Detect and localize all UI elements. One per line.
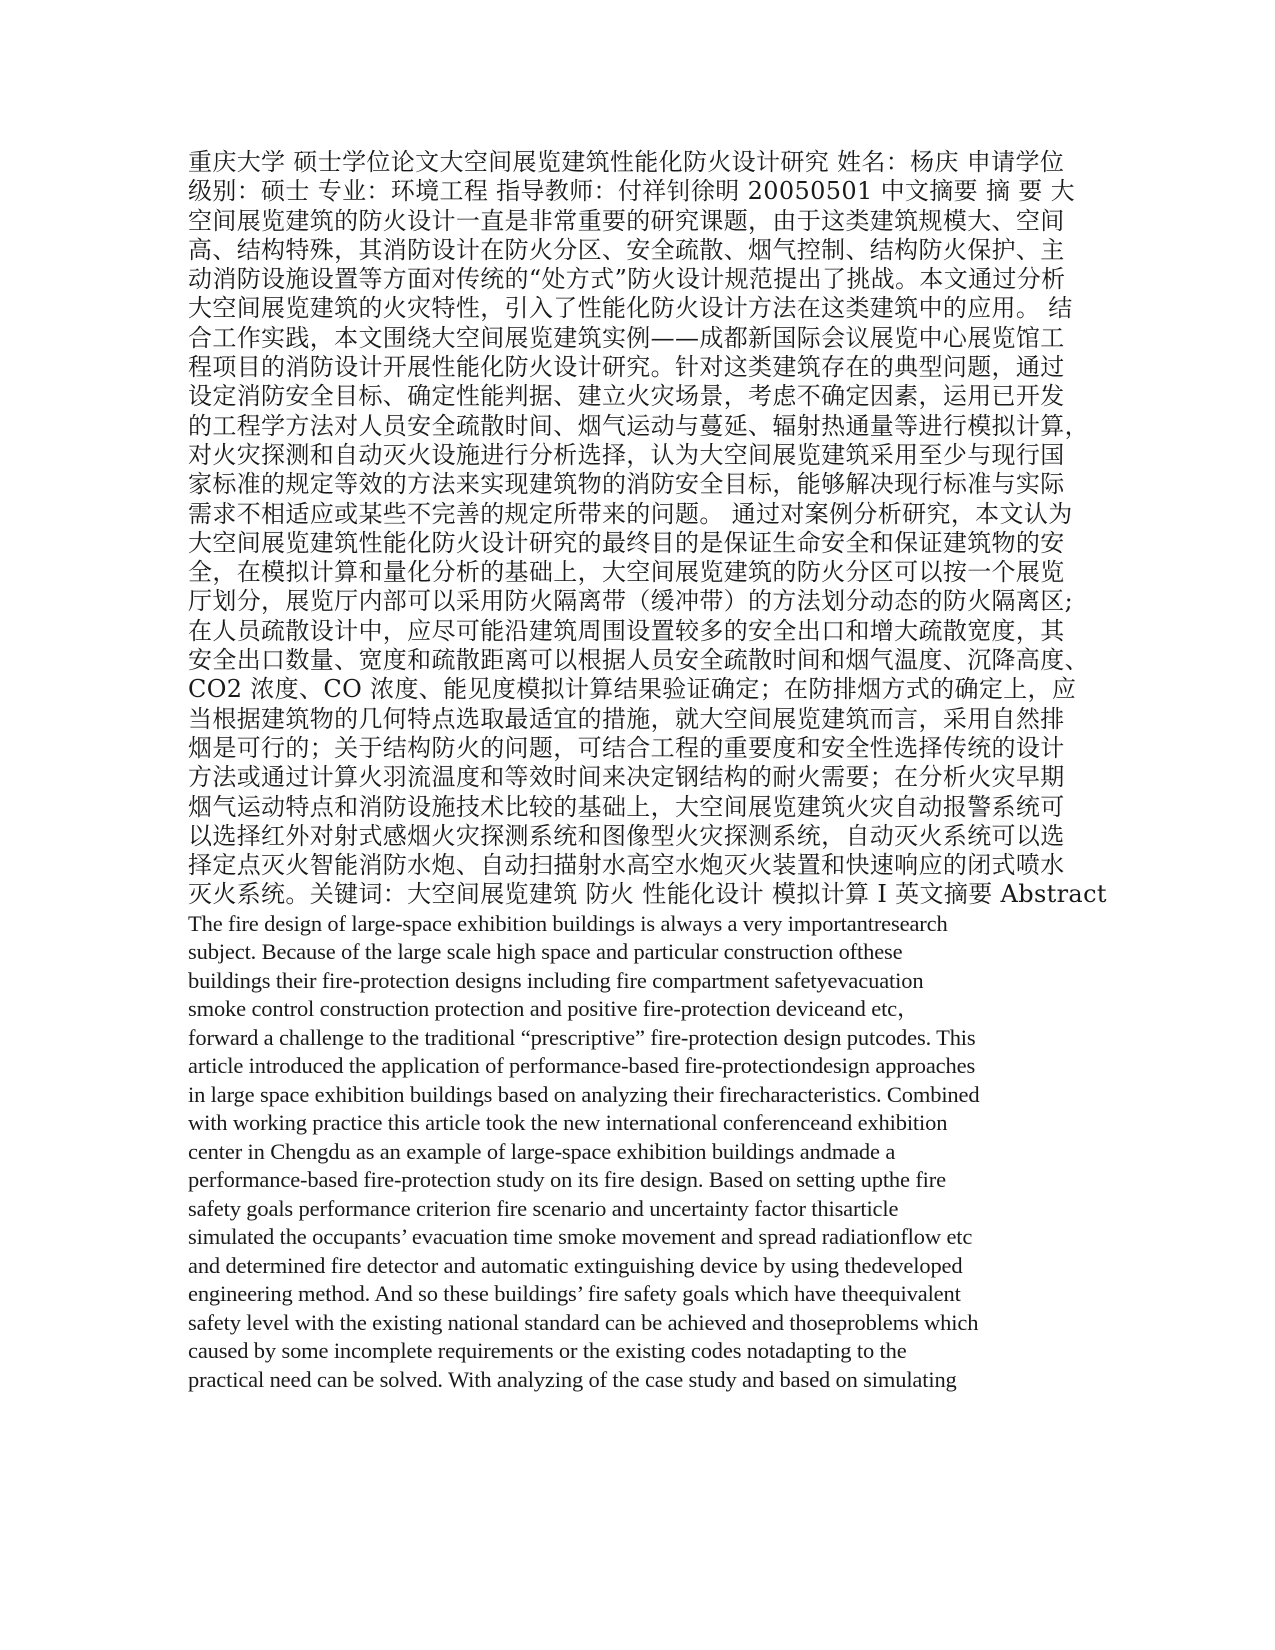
text-line: 需求不相适应或某些不完善的规定所带来的问题。 通过对案例分析研究，本文认为 xyxy=(188,499,1073,528)
text-line: 大空间展览建筑性能化防火设计研究的最终目的是保证生命安全和保证建筑物的安 xyxy=(188,528,1065,557)
text-line: 合工作实践，本文围绕大空间展览建筑实例——成都新国际会议展览中心展览馆工 xyxy=(188,323,1065,352)
text-line: forward a challenge to the traditional “prescriptive” fire-protection design putcodes. This xyxy=(188,1024,976,1050)
text-line: 设定消防安全目标、确定性能判据、建立火灾场景，考虑不确定因素，运用已开发 xyxy=(188,382,1065,411)
text-line: with working practice this article took the new international conferenceand exhibition xyxy=(188,1110,948,1136)
text-line: practical need can be solved. With analyzing of the case study and based on simulating xyxy=(188,1366,957,1392)
text-line: engineering method. And so these buildings’ fire safety goals which have theequivalent xyxy=(188,1281,961,1307)
text-line: 烟气运动特点和消防设施技术比较的基础上，大空间展览建筑火灾自动报警系统可 xyxy=(188,792,1065,821)
text-line: 程项目的消防设计开展性能化防火设计研究。针对这类建筑存在的典型问题，通过 xyxy=(188,353,1065,382)
text-line: 家标准的规定等效的方法来实现建筑物的消防安全目标，能够解决现行标准与实际 xyxy=(188,470,1065,499)
text-line: simulated the occupants’ evacuation time smoke movement and spread radiationflow etc xyxy=(188,1224,973,1250)
text-line: article introduced the application of performance-based fire-protectiondesign approaches xyxy=(188,1053,976,1079)
text-line: 在人员疏散设计中，应尽可能沿建筑周围设置较多的安全出口和增大疏散宽度，其 xyxy=(188,616,1065,645)
text-line: 对火灾探测和自动灭火设施进行分析选择，认为大空间展览建筑采用至少与现行国 xyxy=(188,440,1065,469)
keywords-line: 灭火系统。关键词：大空间展览建筑 防火 性能化设计 模拟计算 I 英文摘要 Abstract xyxy=(188,880,1107,909)
text-line: 级别：硕士 专业：环境工程 指导教师：付祥钊徐明 20050501 中文摘要 摘 要 大 xyxy=(188,177,1075,206)
text-line: 当根据建筑物的几何特点选取最适宜的措施，就大空间展览建筑而言，采用自然排 xyxy=(188,704,1065,733)
text-line: 动消防设施设置等方面对传统的“处方式”防火设计规范提出了挑战。本文通过分析 xyxy=(188,265,1066,294)
text-line: 择定点灭火智能消防水炮、自动扫描射水高空水炮灭火装置和快速响应的闭式喷水 xyxy=(188,851,1065,880)
text-line: smoke control construction protection and positive fire-protection deviceand etc， xyxy=(188,996,920,1022)
text-line: 以选择红外对射式感烟火灾探测系统和图像型火灾探测系统，自动灭火系统可以选 xyxy=(188,821,1065,850)
text-line: 的工程学方法对人员安全疏散时间、烟气运动与蔓延、辐射热通量等进行模拟计算， xyxy=(188,411,1089,440)
text-line: safety level with the existing national standard can be achieved and thoseproblems which xyxy=(188,1309,979,1335)
text-line: caused by some incomplete requirements or the existing codes notadapting to the xyxy=(188,1338,907,1364)
text-line: safety goals performance criterion fire scenario and uncertainty factor thisarticle xyxy=(188,1195,899,1221)
english-abstract xyxy=(188,910,1103,1395)
text-line: 空间展览建筑的防火设计一直是非常重要的研究课题，由于这类建筑规模大、空间 xyxy=(188,206,1065,235)
text-line: 烟是可行的；关于结构防火的问题，可结合工程的重要度和安全性选择传统的设计 xyxy=(188,733,1065,762)
text-line: 大空间展览建筑的火灾特性，引入了性能化防火设计方法在这类建筑中的应用。 结 xyxy=(188,294,1073,323)
text-line: buildings their fire-protection designs including fire compartment safetyevacuation xyxy=(188,967,924,993)
chinese-abstract xyxy=(188,148,1107,910)
document-page xyxy=(188,148,1107,1394)
text-line: 重庆大学 硕士学位论文大空间展览建筑性能化防火设计研究 姓名：杨庆 申请学位 xyxy=(188,148,1065,176)
text-line: 全，在模拟计算和量化分析的基础上，大空间展览建筑的防火分区可以按一个展览 xyxy=(188,558,1065,587)
text-line: The fire design of large-space exhibition buildings is always a very importantresearch xyxy=(188,910,948,936)
text-line: 方法或通过计算火羽流温度和等效时间来决定钢结构的耐火需要；在分析火灾早期 xyxy=(188,763,1065,792)
text-line: 安全出口数量、宽度和疏散距离可以根据人员安全疏散时间和烟气温度、沉降高度、 xyxy=(188,646,1089,675)
text-line: 高、结构特殊，其消防设计在防火分区、安全疏散、烟气控制、结构防火保护、主 xyxy=(188,235,1065,264)
text-line: 厅划分，展览厅内部可以采用防火隔离带（缓冲带）的方法划分动态的防火隔离区; xyxy=(188,587,1074,616)
text-line: subject. Because of the large scale high space and particular construction ofthese xyxy=(188,939,903,965)
text-line: and determined fire detector and automatic extinguishing device by using thedeveloped xyxy=(188,1252,963,1278)
text-line: performance-based fire-protection study on its fire design. Based on setting upthe fire xyxy=(188,1167,946,1193)
text-line: center in Chengdu as an example of large-space exhibition buildings andmade a xyxy=(188,1138,896,1164)
text-line: in large space exhibition buildings based on analyzing their firecharacteristics. Combined xyxy=(188,1081,980,1107)
text-line: CO2 浓度、CO 浓度、能见度模拟计算结果验证确定；在防排烟方式的确定上，应 xyxy=(188,675,1077,704)
